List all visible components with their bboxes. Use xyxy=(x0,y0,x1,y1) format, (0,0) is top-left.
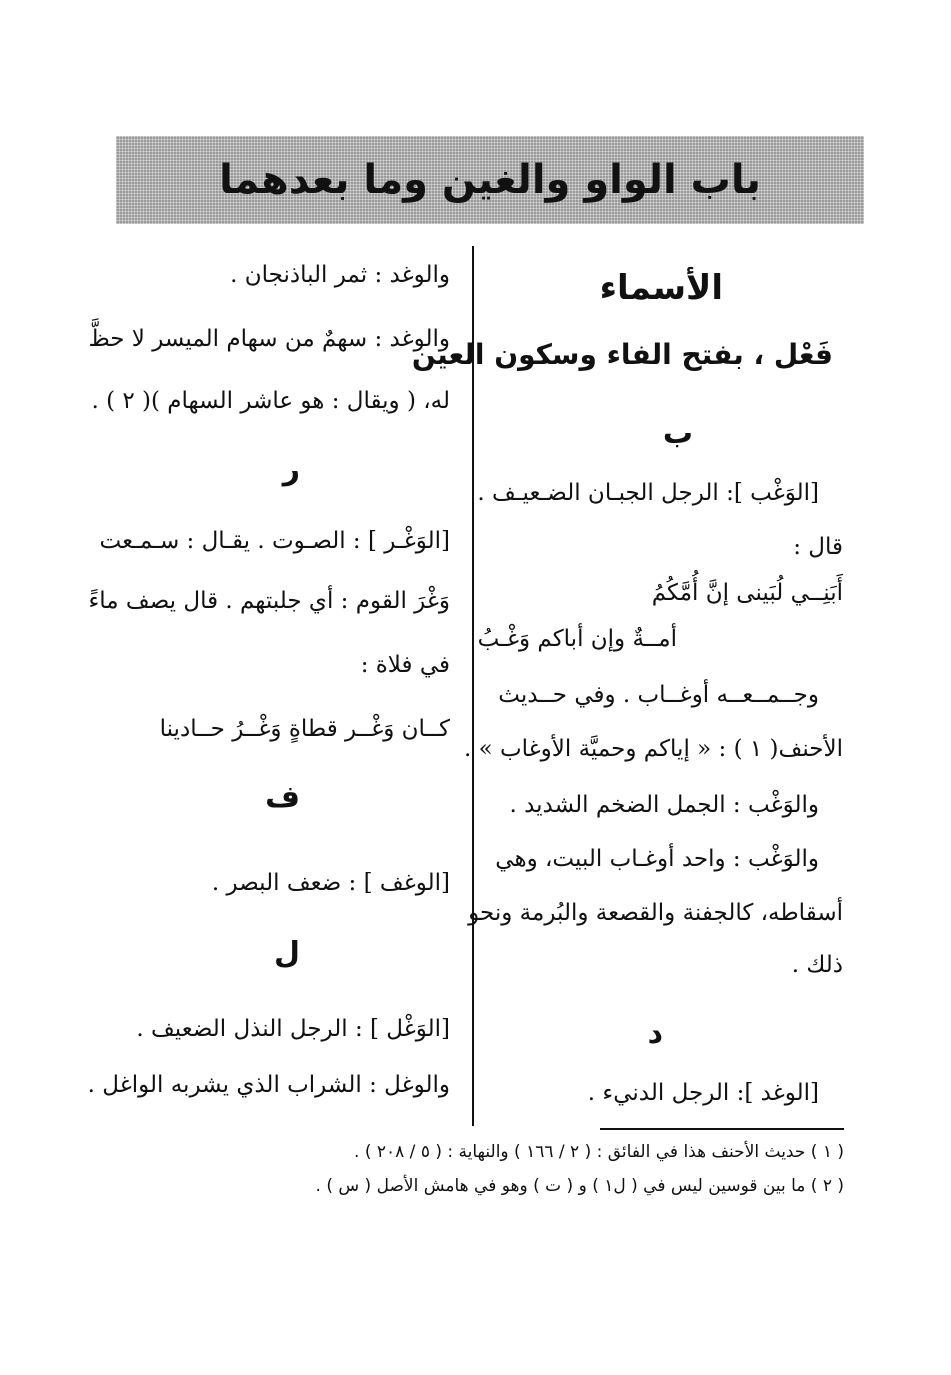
entry-line: والوَغْب : الجمل الضخم الشديد . xyxy=(509,792,819,818)
entry-line: له، ( ويقال : هو عاشر السهام )( ٢ ) . xyxy=(91,388,450,414)
entry-line: والوغد : ثمر الباذنجان . xyxy=(230,262,450,288)
entry-line: الأحنف( ١ ) : « إياكم وحميَّة الأوغاب » . xyxy=(463,736,843,762)
entry-line: وجــمــعــه أوغــاب . وفي حــديث xyxy=(498,682,819,708)
footnote-1: ( ١ ) حديث الأحنف هذا في الفائق : ( ٢ / ١٦٦ ) والنهاية : ( ٥ / ٢٠٨ ) . xyxy=(354,1142,844,1162)
entry-line: أسقاطه، كالجفنة والقصعة والبُرمة ونحو xyxy=(468,900,843,926)
entry-line: [الوغد ]: الرجل الدنيء . xyxy=(587,1080,819,1106)
letter-heading-l: ل xyxy=(273,936,300,971)
footnote-rule xyxy=(600,1128,844,1130)
chapter-banner xyxy=(116,136,864,224)
verse-line: أمــةٌ وإن أباكم وَغْـبُ xyxy=(477,626,677,652)
column-divider xyxy=(472,246,474,1126)
letter-heading-r: ر xyxy=(282,452,300,487)
entry-line: والوَغْب : واحد أوغـاب البيت، وهي xyxy=(495,846,819,872)
entry-line: ذلك . xyxy=(791,952,843,978)
entry-line: [الوَغْب ]: الرجل الجبـان الضـعيـف . xyxy=(477,480,819,506)
entry-line: [الوَغْـر ] : الصـوت . يقـال : سـمـعت xyxy=(99,528,450,554)
entry-line: وَغْرَ القوم : أي جلبتهم . قال يصف ماءً xyxy=(88,588,450,614)
entry-line: والوغد : سهمٌ من سهام الميسر لا حظَّ xyxy=(88,326,450,352)
entry-line: والوغل : الشراب الذي يشربه الواغل . xyxy=(87,1072,450,1098)
entry-line: قال : xyxy=(793,534,843,560)
section-title: الأسماء xyxy=(599,268,723,308)
letter-heading-b: ب xyxy=(662,416,693,451)
entry-line: في فلاة : xyxy=(360,652,450,678)
letter-heading-f: ف xyxy=(265,780,300,815)
footnote-2: ( ٢ ) ما بين قوسين ليس في ( ل١ ) و ( ت ) وهو في هامش الأصل ( س ) . xyxy=(315,1176,844,1196)
entry-line: [الوَغْل ] : الرجل النذل الضعيف . xyxy=(136,1016,450,1042)
subsection-title: فَعْل ، بفتح الفاء وسكون العين xyxy=(411,338,833,371)
letter-heading-d: د xyxy=(647,1016,663,1051)
verse-line: كــان وَغْــر قطاةٍ وَغْــرُ حــادينا xyxy=(159,716,450,742)
verse-line: أَبَنِــي لُبَينى إنَّ أُمَّكُمُ xyxy=(651,580,843,606)
entry-line: [الوغف ] : ضعف البصر . xyxy=(211,870,450,896)
chapter-title: باب الواو والغين وما بعدهما xyxy=(219,157,761,203)
